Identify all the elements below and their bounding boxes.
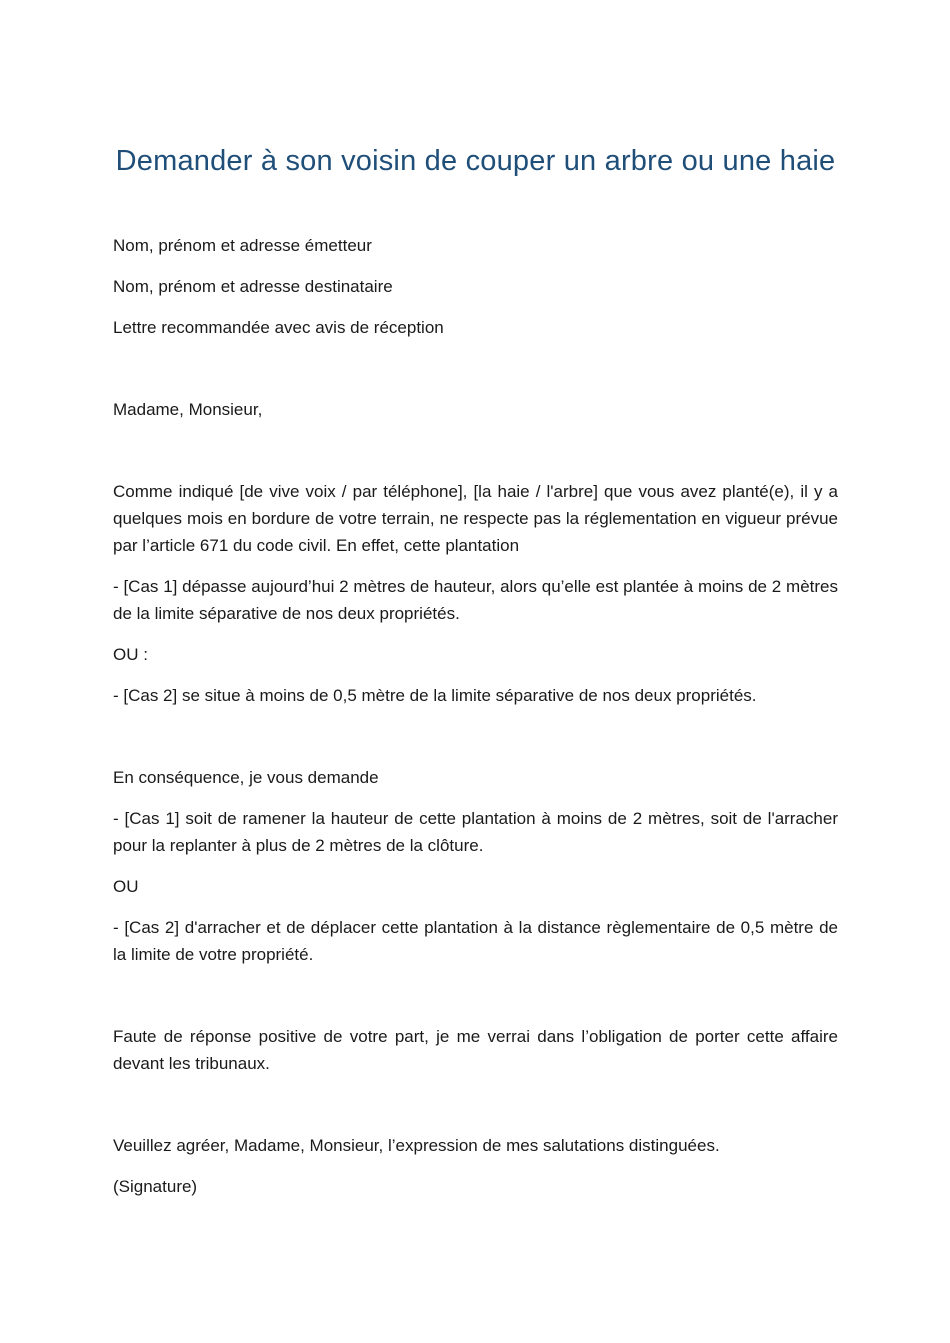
- letter-body: [113, 232, 838, 1200]
- empty-line: [113, 355, 838, 382]
- paragraph: Comme indiqué [de vive voix / par téléphone], [la haie / l'arbre] que vous avez planté(e), il y a quelques mois en bordure de votre terrain, ne respecte pas la réglementation en vigueur prévue par l’article 671 du code civil. En effet, cette plantation: [113, 482, 838, 555]
- document-title: Demander à son voisin de couper un arbre ou une haie: [115, 145, 836, 177]
- paragraph: Madame, Monsieur,: [113, 400, 263, 419]
- paragraph: (Signature): [113, 1177, 198, 1196]
- paragraph: Lettre recommandée avec avis de réception: [113, 318, 444, 337]
- empty-line: [113, 982, 838, 1009]
- paragraph: OU: [113, 877, 139, 896]
- paragraph: En conséquence, je vous demande: [113, 768, 379, 787]
- paragraph: Nom, prénom et adresse émetteur: [113, 236, 372, 255]
- empty-line: [113, 437, 838, 464]
- paragraph: Veuillez agréer, Madame, Monsieur, l’expression de mes salutations distinguées.: [113, 1136, 720, 1155]
- empty-line: [113, 723, 838, 750]
- paragraph: - [Cas 2] d'arracher et de déplacer cette plantation à la distance règlementaire de 0,5 mètre de la limite de votre propriété.: [113, 918, 838, 964]
- paragraph: Faute de réponse positive de votre part, je me verrai dans l’obligation de porter cette affaire devant les tribunaux.: [113, 1027, 838, 1073]
- paragraph: - [Cas 1] soit de ramener la hauteur de cette plantation à moins de 2 mètres, soit de l'arracher pour la replanter à plus de 2 mètres de la clôture.: [113, 809, 838, 855]
- empty-line: [113, 1091, 838, 1118]
- paragraph: - [Cas 2] se situe à moins de 0,5 mètre de la limite séparative de nos deux propriétés.: [113, 686, 757, 705]
- paragraph: - [Cas 1] dépasse aujourd’hui 2 mètres de hauteur, alors qu’elle est plantée à moins de 2 mètres de la limite séparative de nos deux propriétés.: [113, 577, 838, 623]
- paragraph: Nom, prénom et adresse destinataire: [113, 277, 393, 296]
- paragraph: OU :: [113, 645, 148, 664]
